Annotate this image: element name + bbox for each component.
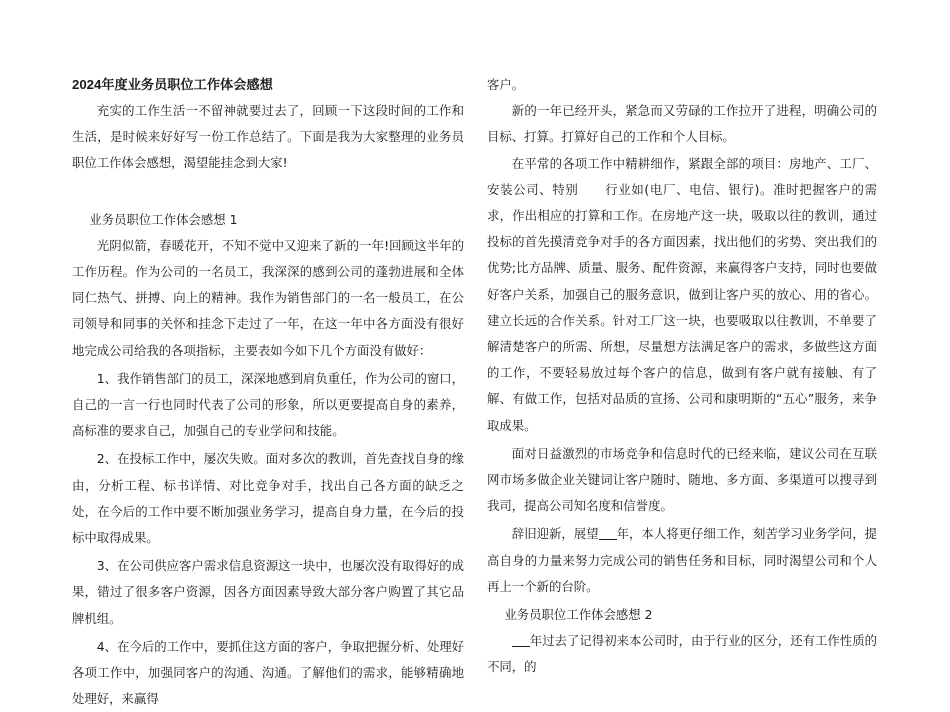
text-run: 在平常的各项工作中精耕细作，紧跟全部的项目：房地产、工厂、安装公司、特别 xyxy=(487,155,877,197)
paragraph-continuation: 客户。 xyxy=(487,77,525,92)
spacer xyxy=(72,177,464,203)
text-run: 辞旧迎新，展望 xyxy=(511,526,599,542)
text-run: 行业如(电厂、电信、银行)。准时把握客户的需求，作出相应的打算和工作。在房地产这一块，吸取以往的教训，通过投标的首先摸清竞争对手的各方面因素，找出他们的劣势、突出我们的优势;比方品牌、质量、服务、配件资源，来赢得客户支持，同时也要做好客户关系，加强自己的服务意识，做到让客户买的放心、用的省心。建立长远的合作关系。针对工厂这一块，也要吸取以往教训，不单要了解清楚客户的所需、所想，尽量想方法满足客户的需求，多做些这方面的工作，不要轻易放过每个客户的信息，做到有客户就有接触、有了解、有做工作，包括对品质的宣扬、公司和康明斯的“五心”服务，来争取成果。 xyxy=(487,181,878,433)
paragraph: 1、我作销售部门的员工，深深地感到肩负重任，作为公司的窗口，自己的一言一行也同时代表了公司的形象，所以更要提高自身的素养，高标准的要求自己，加强自己的专业学问和技能。 xyxy=(72,370,465,439)
blank-underline xyxy=(599,525,617,540)
paragraph xyxy=(487,521,877,600)
paragraph xyxy=(487,628,877,680)
paragraph: 4、在今后的工作中，要抓住这方面的客户，争取把握分析、处理好各项工作中，加强同客户的沟通、沟通。了解他们的需求，能够精确地处理好，来赢得 xyxy=(72,638,465,707)
document-title: 2024年度业务员职位工作体会感想 xyxy=(72,77,273,92)
text-run: 年，本人将更仔细工作，刻苦学习业务学问，提高自身的力量来努力完成公司的销售任务和目标，同时渴望公司和个人再上一个新的台阶。 xyxy=(487,526,878,594)
paragraph: 2、在投标工作中，屡次失败。面对多次的教训，首先查找自身的缘由，分析工程、标书详情、对比竞争对手，找出自己各方面的缺乏之处，在今后的工作中要不断加强业务学习，提高自身力量，在今后的投标中取得成果。 xyxy=(72,451,465,546)
intro-paragraph: 充实的工作生活一不留神就要过去了，回顾一下这段时间的工作和生活，是时候来好好写一份工作总结了。下面是我为大家整理的业务员职位工作体会感想，渴望能挂念到大家! xyxy=(72,103,464,171)
paragraph xyxy=(487,151,877,439)
paragraph: 新的一年已经开头，紧急而又劳碌的工作拉开了进程，明确公司的目标、打算。打算好自己的工作和个人目标。 xyxy=(487,103,877,145)
text-run: 年过去了记得初来本公司时，由于行业的区分，还有工作性质的不同，的 xyxy=(487,633,877,675)
section-heading-2: 业务员职位工作体会感想 2 xyxy=(504,607,653,623)
paragraph: 3、在公司供应客户需求信息资源这一块中，也屡次没有取得好的成果，错过了很多客户资源，因各方面因素导致大部分客户购置了其它品牌机组。 xyxy=(72,558,465,626)
section-heading-1: 业务员职位工作体会感想 1 xyxy=(89,211,238,227)
blank-underline xyxy=(512,632,530,647)
right-column xyxy=(487,72,877,681)
paragraph: 光阴似箭，春暖花开，不知不觉中又迎来了新的一年!回顾这半年的工作历程。作为公司的一名员工，我深深的感到公司的蓬勃进展和全体同仁热气、拼搏、向上的精神。我作为销售部门的一名一般员工，在公司领导和同事的关怀和挂念下走过了一年，在这一年中各方面没有很好地完成公司给我的各项指标，主要表如今如下几个方面没有做好： xyxy=(72,237,464,358)
left-column xyxy=(72,72,464,712)
paragraph: 面对日益激烈的市场竞争和信息时代的已经来临，建议公司在互联网市场多做企业关键词让客户随时、随地、多方面、多渠道可以搜寻到我司，提高公司知名度和信誉度。 xyxy=(487,445,877,514)
